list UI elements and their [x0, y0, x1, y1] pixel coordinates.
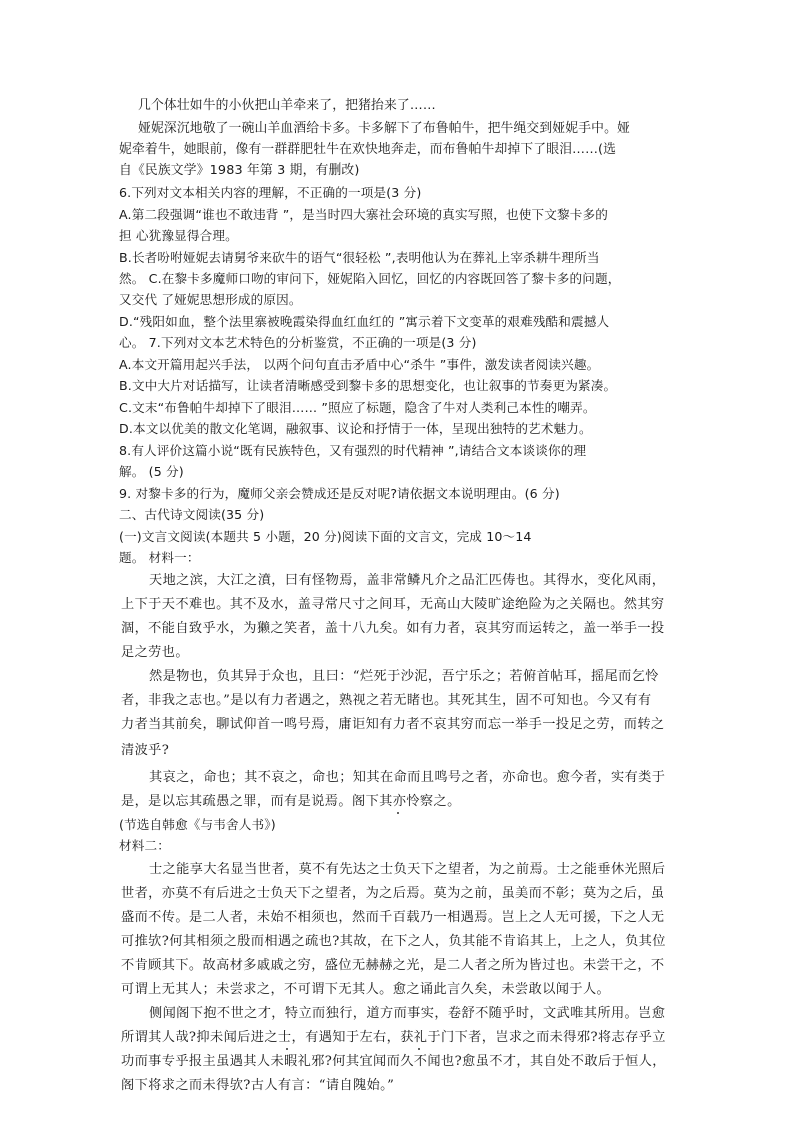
question-7-option-b: B.文中大片对话描写，让读者清晰感受到黎卡多的思想变化，也让叙事的节奏更为紧凑。 [119, 378, 617, 393]
classical-text-line: 力者当其前矣，聊试仰首一鸣号焉，庸讵知有力者不哀其穷而忘一举手一投足之劳，而转之 [121, 717, 665, 732]
emphasis-dot [418, 1048, 420, 1050]
question-7-option-d: D.本文以优美的散文化笔调，融叙事、议论和抒情于一体，呈现出独特的艺术魅力。 [119, 421, 592, 436]
question-9: 9. 对黎卡多的行为，魔师父亲会赞成还是反对呢?请依据文本说明理由。(6 分) [119, 486, 560, 501]
section-intro: (一)文言文阅读(本题共 5 小题，20 分)阅读下面的文言文，完成 10～14 [119, 529, 532, 544]
classical-text-line: 清波乎? [121, 743, 170, 758]
question-6-option-c-cont: 又交代 了娅妮思想形成的原因。 [119, 292, 302, 307]
material-source: (节选自韩愈《与韦舍人书》) [119, 817, 276, 832]
question-6-option-a-cont: 担 心犹豫显得合理。 [119, 228, 238, 243]
classical-text-line: 侧闻阁下抱不世之才，特立而独行，道方而事实，卷舒不随乎时，文武唯其所用。岂愈 [149, 1006, 666, 1021]
emphasis-dot [397, 812, 399, 814]
classical-text-line: 阁下将求之而未得欤?古人有言：“请自隗始。” [121, 1078, 395, 1093]
question-6-option-b: B.长者吩咐娅妮去请舅爷来砍牛的语气“很轻松 ”,表明他认为在葬礼上宰杀耕牛理所当 [119, 250, 600, 265]
classical-text-line: 所谓其人哉?抑未闻后进之士，有遇知于左右，获礼于门下者，岂求之而未得邪?将志存乎立 [121, 1030, 666, 1045]
question-6-option-b-cont: 然。 C.在黎卡多魔师口吻的审问下，娅妮陷入回忆，回忆的内容既回答了黎卡多的问题， [119, 271, 621, 286]
question-6-stem: 6.下列对文本相关内容的理解，不正确的一项是(3 分) [119, 185, 422, 200]
classical-text-line: 上下于天不难也。其不及水，盖寻常尺寸之间耳，无高山大陵旷途绝险为之关隔也。然其穷 [121, 597, 665, 612]
classical-text-line: 不肯顾其下。故高材多戚戚之穷，盛位无赫赫之光，是二人者之所为皆过也。未尝干之，不 [121, 958, 665, 973]
story-line: 娅妮深沉地敬了一碗山羊血酒给卡多。卡多解下了布鲁帕牛，把牛绳交到娅妮手中。娅 [138, 121, 630, 136]
question-7-option-a: A.本文开篇用起兴手法， 以两个问句直击矛盾中心“杀牛 ”事件，激发读者阅读兴趣。 [119, 357, 600, 372]
classical-text-line: 涸，不能自致乎水，为獭之笑者，盖十八九矣。如有力者，哀其穷而运转之，盖一举手一投 [121, 621, 665, 636]
question-7-stem: 心。 7.下列对文本艺术特色的分析鉴赏，不正确的一项是(3 分) [119, 335, 477, 350]
classical-text-line: 盛而不传。是二人者，未始不相须也，然而千百载乃一相遇焉。岂上之人无可援，下之人无 [121, 910, 665, 925]
classical-text-line: 世者，亦莫不有后进之士负天下之望者，为之后焉。莫为之前，虽美而不彰；莫为之后，虽 [121, 886, 665, 901]
question-8: 8.有人评价这篇小说“既有民族特色，又有强烈的时代精神 ”,请结合文本谈谈你的理 [119, 443, 587, 458]
section-heading: 二、古代诗文阅读(35 分) [119, 507, 265, 522]
classical-text-line: 其哀之，命也；其不哀之，命也；知其在命而且鸣号之者，亦命也。愈今者，实有类于 [149, 770, 666, 785]
classical-text-line: 者，非我之志也。”是以有力者遇之，熟视之若无睹也。其死其生，固不可知也。今又有有 [121, 693, 652, 708]
classical-text-line: 然是物也，负其异于众也，且曰：“烂死于沙泥，吾宁乐之；若俯首帖耳，摇尾而乞怜 [149, 669, 659, 684]
question-6-option-a: A.第二段强调“谁也不敢违背 ”，是当时四大寨社会环境的真实写照，也使下文黎卡多的 [119, 207, 608, 222]
classical-text-line: 士之能享大名显当世者，莫不有先达之士负天下之望者，为之前焉。士之能垂休光照后 [149, 862, 666, 877]
story-line: 几个体壮如牛的小伙把山羊牵来了，把猪抬来了…… [138, 98, 436, 113]
question-6-option-d: D.“残阳如血，整个法里寨被晚霞染得血红血红的 ”寓示着下文变革的艰难残酷和震撼人 [119, 314, 610, 329]
section-intro-cont: 题。 材料一： [119, 550, 200, 565]
classical-text-line: 足之劳也。 [121, 645, 189, 660]
story-source: 自《民族文学》1983 年第 3 期，有删改) [119, 163, 360, 178]
classical-text-line: 功而事专乎报主虽遇其人未暇礼邪?何其宜闻而久不闻也?愈虽不才，其自处不敢后于恒人， [121, 1054, 666, 1069]
material-label: 材料二： [119, 838, 170, 853]
classical-text-line: 可谓上无其人；未尝求之，不可谓下无其人。愈之诵此言久矣，未尝敢以闻于人。 [121, 982, 611, 997]
story-line: 妮牵着牛，她眼前，像有一群群肥牡牛在欢快地奔走，而布鲁帕牛却掉下了眼泪……(选 [119, 142, 617, 157]
classical-text-line: 天地之滨，大江之濆，曰有怪物焉，盖非常鳞凡介之品汇匹俦也。其得水，变化风雨， [149, 573, 666, 588]
question-7-option-c: C.文末“布鲁帕牛却掉下了眼泪…… ”照应了标题，隐含了牛对人类利己本性的嘲弄。 [119, 400, 596, 415]
classical-text-line: 可推欤?何其相须之殷而相遇之疏也?其故，在下之人，负其能不肯谄其上，上之人，负其位 [121, 934, 666, 949]
emphasis-dot [286, 1048, 288, 1050]
classical-text-line: 是，是以忘其疏愚之罪，而有是说焉。阁下其亦怜察之。 [121, 794, 461, 809]
question-8-cont: 解。 (5 分) [119, 464, 184, 479]
